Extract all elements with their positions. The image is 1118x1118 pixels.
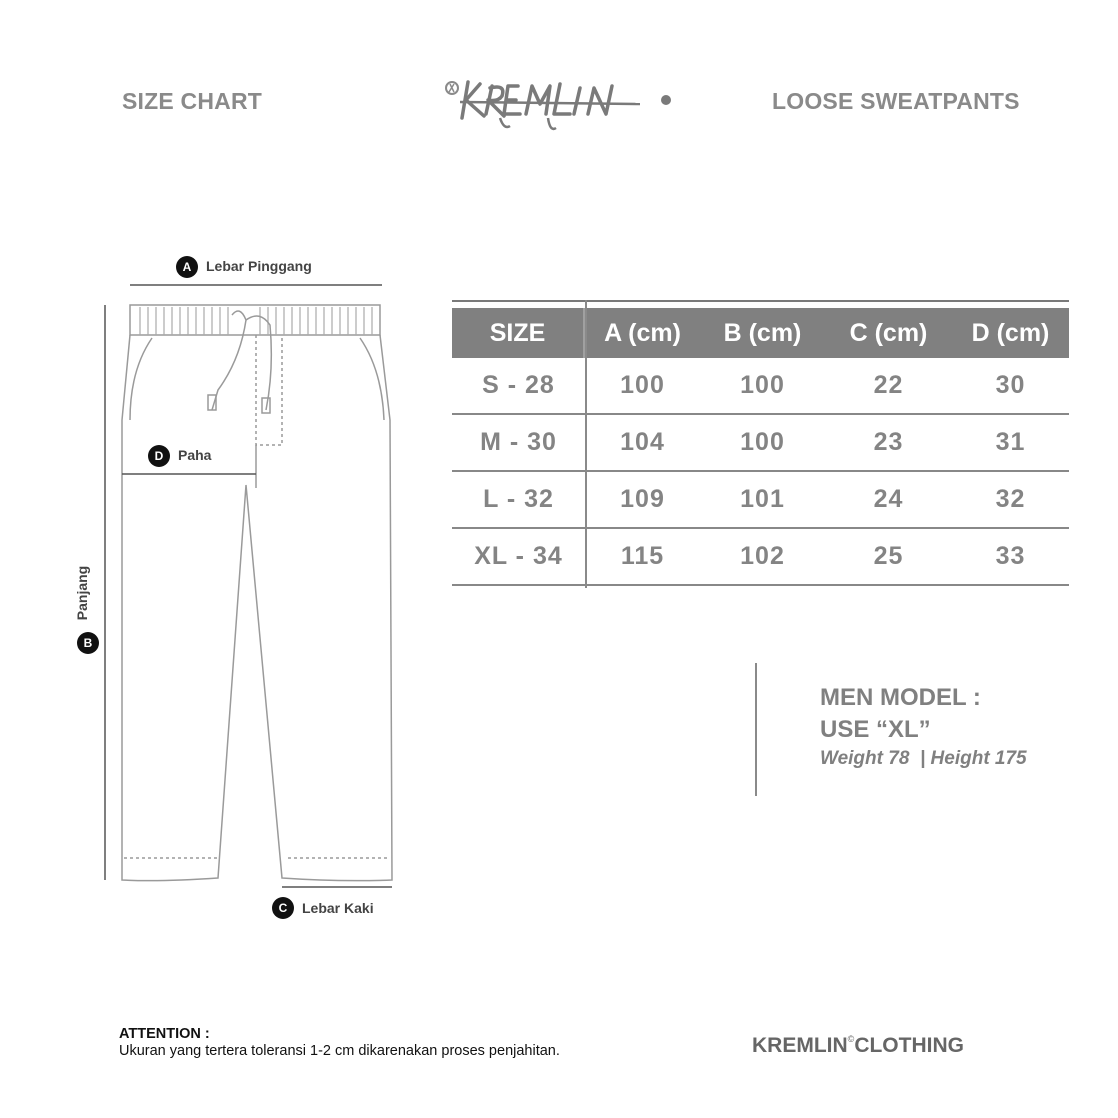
brand-main: KREMLIN bbox=[752, 1034, 848, 1057]
cell-size: M - 30 bbox=[480, 428, 557, 456]
header-a: A (cm) bbox=[604, 318, 681, 347]
label-b-text: Panjang bbox=[74, 565, 91, 621]
cell-d: 33 bbox=[995, 542, 1026, 570]
label-c-badge: C bbox=[272, 897, 294, 919]
model-divider bbox=[755, 663, 757, 796]
label-d-text: Paha bbox=[178, 447, 212, 463]
attention-text: Ukuran yang tertera toleransi 1-2 cm dikarenakan proses penjahitan. bbox=[119, 1043, 560, 1059]
header-c: C (cm) bbox=[849, 318, 928, 347]
cell-c: 22 bbox=[873, 371, 904, 399]
attention-title: ATTENTION : bbox=[119, 1026, 210, 1042]
cell-c: 24 bbox=[873, 485, 904, 513]
cell-a: 115 bbox=[620, 542, 665, 570]
attention-note bbox=[119, 1026, 560, 1060]
table-column-divider bbox=[585, 300, 587, 588]
cell-size: L - 32 bbox=[483, 485, 554, 513]
label-c-text: Lebar Kaki bbox=[302, 900, 374, 916]
brand-suffix: CLOTHING bbox=[854, 1034, 964, 1057]
table-header-row bbox=[452, 308, 1069, 358]
brand-footer bbox=[752, 1034, 964, 1058]
model-line-2: USE “XL” bbox=[820, 716, 931, 743]
cell-b: 101 bbox=[740, 485, 785, 513]
cell-a: 104 bbox=[620, 428, 665, 456]
cell-c: 25 bbox=[873, 542, 904, 570]
label-d-badge: D bbox=[148, 445, 170, 467]
cell-d: 31 bbox=[995, 428, 1026, 456]
cell-b: 100 bbox=[740, 371, 785, 399]
header-size: SIZE bbox=[452, 308, 585, 358]
cell-d: 30 bbox=[995, 371, 1026, 399]
cell-size: S - 28 bbox=[482, 371, 555, 399]
cell-size: XL - 34 bbox=[474, 542, 563, 570]
label-b-badge: B bbox=[77, 632, 99, 654]
copyright-mark: © bbox=[847, 1034, 855, 1044]
table-top-rule bbox=[452, 300, 1069, 302]
model-line-3: Weight 78 | Height 175 bbox=[820, 748, 1027, 769]
table-row bbox=[452, 529, 1069, 586]
label-a-badge: A bbox=[176, 256, 198, 278]
size-chart-title: SIZE CHART bbox=[122, 88, 262, 114]
cell-d: 32 bbox=[995, 485, 1026, 513]
cell-a: 109 bbox=[620, 485, 665, 513]
model-line-1: MEN MODEL : bbox=[820, 684, 981, 711]
kremlin-logo bbox=[440, 70, 680, 140]
cell-c: 23 bbox=[873, 428, 904, 456]
table-row bbox=[452, 358, 1069, 415]
cell-a: 100 bbox=[620, 371, 665, 399]
label-a-text: Lebar Pinggang bbox=[206, 258, 312, 274]
pants-diagram bbox=[60, 250, 410, 930]
header-b: B (cm) bbox=[723, 318, 802, 347]
table-row bbox=[452, 472, 1069, 529]
size-table bbox=[452, 300, 1069, 586]
table-row bbox=[452, 415, 1069, 472]
cell-b: 102 bbox=[740, 542, 785, 570]
product-title: LOOSE SWEATPANTS bbox=[772, 88, 1020, 114]
cell-b: 100 bbox=[740, 428, 785, 456]
header-d: D (cm) bbox=[971, 318, 1050, 347]
model-info bbox=[820, 682, 1027, 770]
